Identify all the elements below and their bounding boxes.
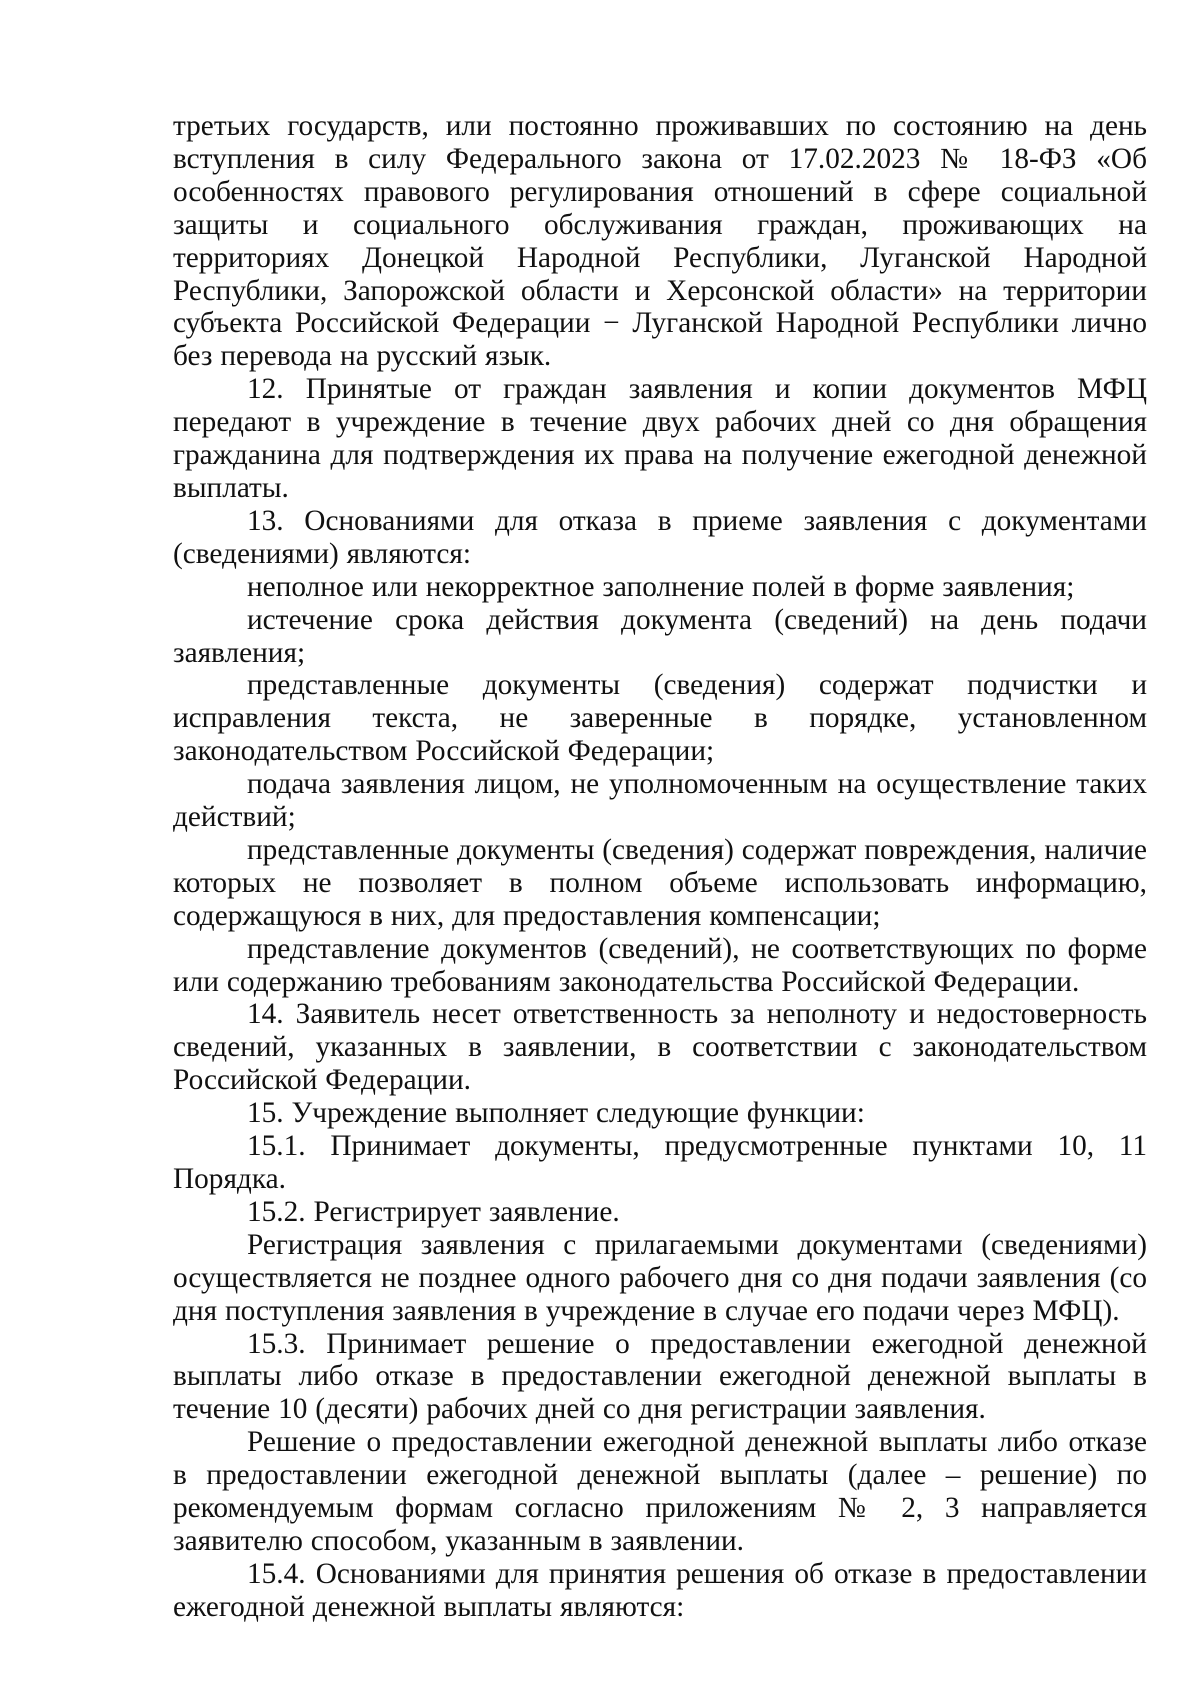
paragraph-item-15-1: 15.1. Принимает документы, предусмотренные пунктами 10, 11 Порядка. <box>173 1130 1147 1195</box>
paragraph-item-12: 12. Принятые от граждан заявления и копии документов МФЦ передают в учреждение в течение двух рабочих дней со дня обращения гражданина для подтверждения их права на получение ежегодной денежной выплаты. <box>173 373 1147 504</box>
paragraph-item-15-3-decision: Решение о предоставлении ежегодной денежной выплаты либо отказе в предоставлении ежегодной денежной выплаты (далее – решение) по рекомендуемым формам согласно приложениям № 2, 3 направляется заявителю способом, указанным в заявлении. <box>173 1426 1147 1557</box>
paragraph-item-13-reason: представление документов (сведений), не соответствующих по форме или содержанию требованиям законодательства Российской Федерации. <box>173 932 1147 998</box>
paragraph-item-13-reason: истечение срока действия документа (сведений) на день подачи заявления; <box>173 603 1147 669</box>
paragraph-item-15: 15. Учреждение выполняет следующие функции: <box>247 1097 865 1130</box>
paragraph-item-15-2: 15.2. Регистрирует заявление. <box>247 1195 620 1228</box>
paragraph-item-13-reason: подача заявления лицом, не уполномоченным на осуществление таких действий; <box>173 768 1147 834</box>
paragraph-item-14: 14. Заявитель несет ответственность за неполноту и недостоверность сведений, указанных в заявлении, в соответствии с законодательством Российской Федерации. <box>173 998 1147 1097</box>
paragraph-item-13: 13. Основаниями для отказа в приеме заявления с документами (сведениями) являются: <box>173 504 1147 570</box>
paragraph-item-15-2-registration: Регистрация заявления с прилагаемыми документами (сведениями) осуществляется не позднее одного рабочего дня со дня подачи заявления (со дня поступления заявления в учреждение в случае его подачи через МФЦ). <box>173 1228 1147 1327</box>
paragraph-continuation: третьих государств, или постоянно проживавших по состоянию на день вступления в силу Федерального закона от 17.02.2023 № 18-ФЗ «Об особенностях правового регулирования отношений в сфере социальной защиты и социального обслуживания граждан, проживающих на территориях Донецкой Народной Республики, Луганской Народной Республики, Запорожской области и Херсонской области» на территории субъекта Российской Федерации − Луганской Народной Республики лично без перевода на русский язык. <box>173 110 1147 373</box>
paragraph-item-15-4: 15.4. Основаниями для принятия решения об отказе в предоставлении ежегодной денежной выплаты являются: <box>173 1557 1147 1623</box>
paragraph-item-13-reason: представленные документы (сведения) содержат подчистки и исправления текста, не заверенные в порядке, установленном законодательством Российской Федерации; <box>173 669 1147 768</box>
paragraph-item-15-3: 15.3. Принимает решение о предоставлении ежегодной денежной выплаты либо отказе в предоставлении ежегодной денежной выплаты в течение 10 (десяти) рабочих дней со дня регистрации заявления. <box>173 1327 1147 1426</box>
paragraph-item-13-reason: представленные документы (сведения) содержат повреждения, наличие которых не позволяет в полном объеме использовать информацию, содержащуюся в них, для предоставления компенсации; <box>173 833 1147 932</box>
paragraph-item-13-reason: неполное или некорректное заполнение полей в форме заявления; <box>247 570 1075 603</box>
document-page <box>173 110 1147 1624</box>
